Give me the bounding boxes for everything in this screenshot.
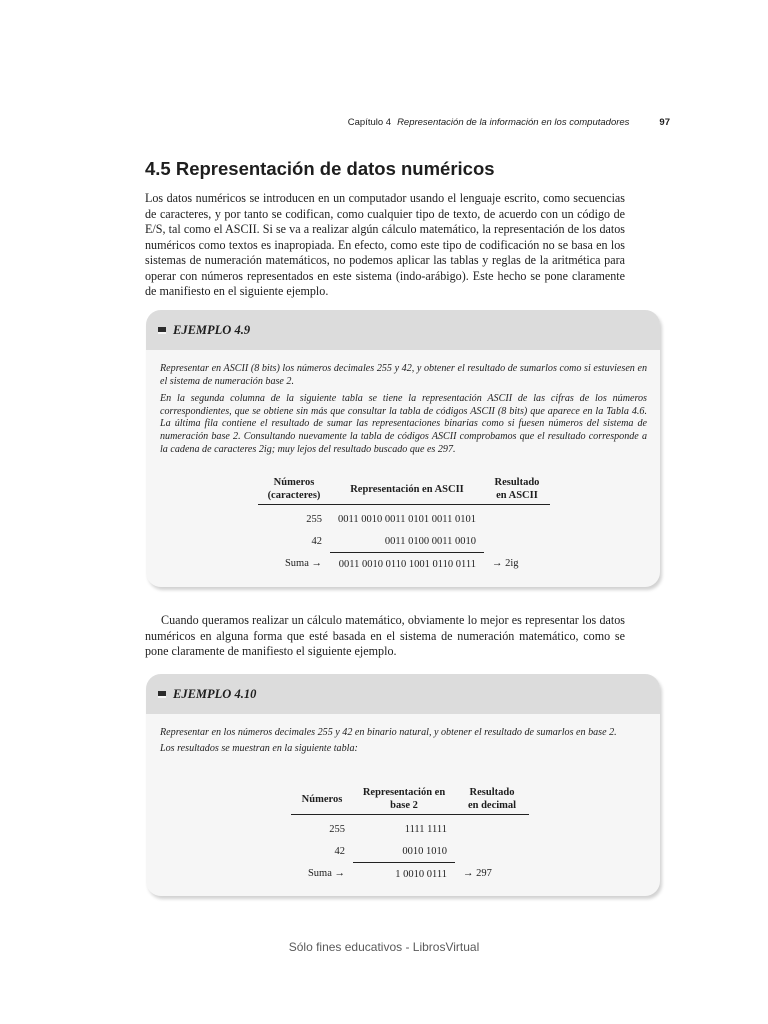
table-cell: 255 (306, 513, 322, 525)
table-cell: 1111 1111 (404, 823, 447, 835)
table-row (258, 530, 550, 553)
table-cell: → 2ig (491, 558, 519, 570)
table-cell: 0011 0010 0011 0101 0011 0101 (338, 513, 476, 525)
table-row (258, 553, 550, 576)
example-box-4-9 (146, 310, 660, 587)
example-box-4-10 (146, 674, 660, 896)
table-row (291, 863, 529, 886)
section-title: 4.5 Representación de datos numéricos (145, 158, 495, 179)
example-header (146, 674, 660, 714)
example-header (146, 310, 660, 350)
table-row (258, 505, 550, 531)
table-row (291, 815, 529, 841)
table-cell: 42 (334, 845, 345, 857)
example-explanation: Los resultados se muestran en la siguiente tabla: (160, 742, 358, 754)
footer-watermark: Sólo fines educativos - LibrosVirtual (288, 940, 480, 954)
body-paragraph-2: Cuando queramos realizar un cálculo matemático, obviamente lo mejor es representar los datos numéricos en alguna forma que esté basada en el sistema de numeración matemático, como se pone claramente de manifiesto el siguiente ejemplo. (145, 613, 625, 658)
column-header: Números (caracteres) (258, 476, 330, 505)
book-icon (158, 327, 166, 334)
table-cell: Suma → (284, 558, 322, 570)
table-cell: Suma → (307, 868, 345, 880)
body-paragraph-1: Los datos numéricos se introducen en un computador usando el lenguaje escrito, como secuencias de caracteres, y por tanto se codifican, como cualquier tipo de texto, de acuerdo con un código de E/S, tal como el ASCII. Si se va a realizar algún cálculo matemático, la representación de los datos numéricos como textos es inapropiada. En efecto, como este tipo de codificación no se basa en los sistemas de numeración matemáticos, no podemos aplicar las tablas y reglas de la aritmética para operar con números representados en este sistema (indo-arábigo). Este hecho se pone claramente de manifiesto en el siguiente ejemplo. (145, 191, 625, 298)
chapter-label: Capítulo 4 (347, 117, 392, 128)
column-header: Resultado en ASCII (484, 476, 550, 505)
table-cell (455, 815, 529, 841)
table-cell: 255 (329, 823, 345, 835)
ascii-sum-table (258, 476, 550, 575)
table-cell: 1 0010 0111 (353, 863, 455, 886)
table-cell: 0010 1010 (402, 845, 447, 857)
example-statement: Representar en ASCII (8 bits) los números decimales 255 y 42, y obtener el resultado de sumarlos como si estuviesen en el sistema de numeración base 2. (160, 363, 647, 387)
column-header: Números (291, 786, 353, 815)
table-cell: 0011 0010 0110 1001 0110 0111 (330, 553, 484, 576)
example-explanation: En la segunda columna de la siguiente tabla se tiene la representación ASCII de las cifras de los números correspondientes, que se obtiene sin más que consultar la tabla de códigos ASCII (8 bits) que aparece en la Tabla 4.6. La última fila contiene el resultado de sumar las representaciones binarias como si fuesen números del sistema de numeración base 2. Consultando nuevamente la tabla de códigos ASCII comprobamos que el resultado corresponde a la cadena de caracteres 2ig; muy lejos del resultado buscado que es 297. (160, 393, 647, 455)
book-icon (158, 691, 166, 698)
running-header (145, 117, 670, 128)
table-cell (484, 530, 550, 553)
column-header: Representación en ASCII (330, 476, 484, 505)
chapter-title: Representación de la información en los computadores (397, 117, 630, 128)
table-row (291, 840, 529, 863)
table-cell (455, 840, 529, 863)
column-header: Resultado en decimal (455, 786, 529, 815)
table-cell: 42 (311, 535, 322, 547)
table-cell: 0011 0100 0011 0010 (384, 535, 476, 547)
page-number: 97 (659, 117, 670, 128)
example-statement: Representar en los números decimales 255 y 42 en binario natural, y obtener el resultado de sumarlos en base 2. (160, 727, 617, 738)
table-cell (484, 505, 550, 531)
example-title: EJEMPLO 4.10 (173, 686, 257, 701)
example-title: EJEMPLO 4.9 (173, 322, 251, 337)
table-cell: → 297 (463, 868, 492, 880)
column-header: Representación en base 2 (353, 786, 455, 815)
binary-sum-table (291, 786, 529, 885)
